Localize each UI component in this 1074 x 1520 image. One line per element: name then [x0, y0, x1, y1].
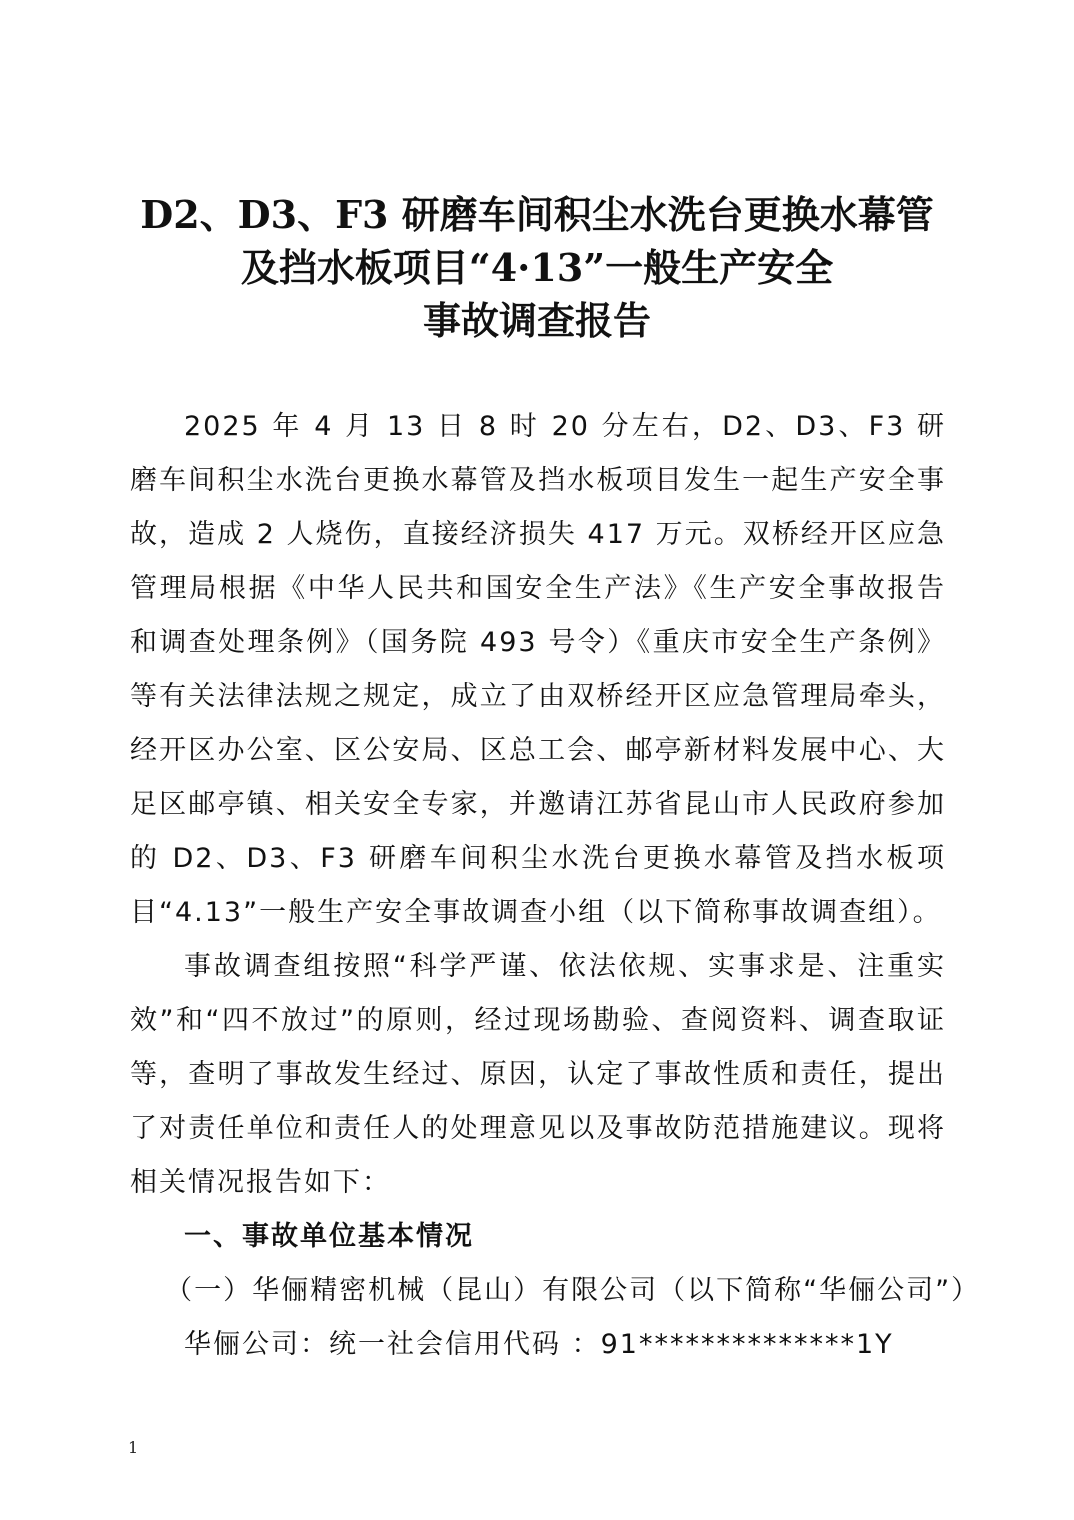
document-body: [130, 400, 981, 1372]
title-line-1: D2、D3、F3 研磨车间积尘水洗台更换水幕管: [140, 192, 934, 237]
investigation-paragraph: 事故调查组按照“科学严谨、依法依规、实事求是、注重实效”和“四不放过”的原则，经过现场勘验、查阅资料、调查取证等，查明了事故发生经过、原因，认定了事故性质和责任，提出了对责任单位和责任人的处理意见以及事故防范措施建议。现将相关情况报告如下：: [130, 951, 946, 1198]
title-line-3: 事故调查报告: [422, 298, 651, 343]
intro-paragraph: 2025 年 4 月 13 日 8 时 20 分左右，D2、D3、F3 研磨车间积尘水洗台更换水幕管及挡水板项目发生一起生产安全事故，造成 2 人烧伤，直接经济损失 417 万元。双桥经开区应急管理局根据《中华人民共和国安全生产法》《生产安全事故报告和调查处理条例》（国务院 493 号令）《重庆市安全生产条例》等有关法律法规之规定，成立了由双桥经开区应急管理局牵头，经开区办公室、区公安局、区总工会、邮亭新材料发展中心、大足区邮亭镇、相关安全专家，并邀请江苏省昆山市人民政府参加的 D2、D3、F3 研磨车间积尘水洗台更换水幕管及挡水板项目“4.13”一般生产安全事故调查小组（以下简称事故调查组）。: [130, 411, 946, 928]
document-title: [80, 188, 994, 347]
credit-code-line: 华俪公司：统一社会信用代码 ：91**************1Y: [184, 1329, 894, 1360]
section-heading: 一、事故单位基本情况: [184, 1221, 474, 1252]
title-line-2: 及挡水板项目“4·13”一般生产安全: [240, 245, 834, 290]
subsection-heading: （一）华俪精密机械（昆山）有限公司（以下简称“华俪公司”）: [165, 1275, 981, 1306]
page-number: 1: [128, 1438, 139, 1457]
